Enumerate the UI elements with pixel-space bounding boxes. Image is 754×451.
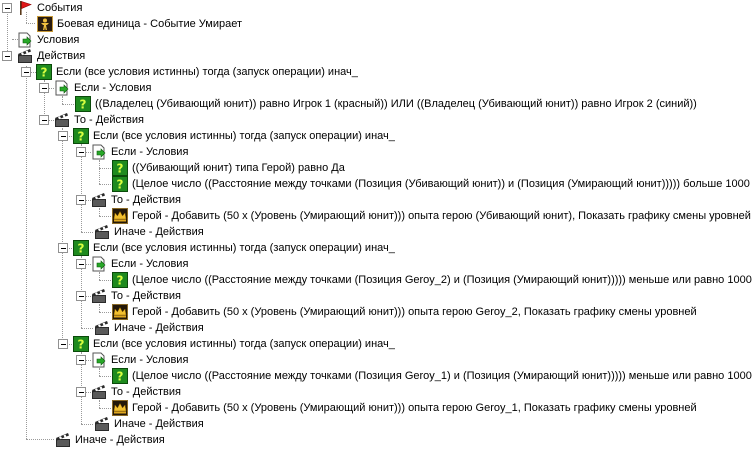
- clapperboard-icon: [91, 288, 107, 304]
- clapperboard-icon: [17, 48, 33, 64]
- question-icon: [75, 96, 91, 112]
- tree-node-label: Если (все условия истинны) тогда (запуск операции) инач_: [93, 130, 395, 142]
- clapperboard-icon: [94, 320, 110, 336]
- svg-text:?: ?: [77, 129, 85, 144]
- tree-node-label: Условия: [37, 34, 80, 46]
- conditions-icon: [91, 256, 107, 272]
- tree-node-label: Иначе - Действия: [114, 226, 204, 238]
- tree-node-label: Иначе - Действия: [75, 434, 165, 446]
- svg-text:?: ?: [116, 161, 124, 176]
- collapse-toggle[interactable]: [39, 115, 49, 125]
- hero-crown-icon: [112, 304, 128, 320]
- tree-node-label: События: [37, 2, 83, 14]
- collapse-toggle[interactable]: [39, 83, 49, 93]
- flag-icon: [17, 0, 33, 16]
- question-icon: [73, 336, 89, 352]
- collapse-toggle[interactable]: [76, 195, 86, 205]
- conditions-icon: [17, 32, 33, 48]
- tree-node-label: Если (все условия истинны) тогда (запуск операции) инач_: [93, 242, 395, 254]
- tree-node-label: (Целое число ((Расстояние между точками (Позиция (Убивающий юнит)) и (Позиция (Умирающий юнит))))) больше 1000: [132, 178, 750, 190]
- question-icon: [73, 128, 89, 144]
- tree-node-label: То - Действия: [74, 114, 144, 126]
- clapperboard-icon: [55, 432, 71, 448]
- collapse-toggle[interactable]: [2, 51, 12, 61]
- tree-node-label: Иначе - Действия: [114, 418, 204, 430]
- conditions-icon: [91, 352, 107, 368]
- question-icon: [36, 64, 52, 80]
- svg-text:?: ?: [116, 369, 124, 384]
- tree-node-label: Если - Условия: [111, 146, 189, 158]
- svg-text:?: ?: [116, 177, 124, 192]
- tree-node-label: Действия: [37, 50, 86, 62]
- clapperboard-icon: [54, 112, 70, 128]
- collapse-toggle[interactable]: [58, 243, 68, 253]
- svg-text:?: ?: [79, 97, 87, 112]
- collapse-toggle[interactable]: [58, 131, 68, 141]
- collapse-toggle[interactable]: [76, 291, 86, 301]
- question-icon: [112, 368, 128, 384]
- tree-node-label: Если - Условия: [74, 82, 152, 94]
- conditions-icon: [54, 80, 70, 96]
- collapse-toggle[interactable]: [2, 3, 12, 13]
- tree-node-label: ((Убивающий юнит) типа Герой) равно Да: [132, 162, 345, 174]
- question-icon: [112, 272, 128, 288]
- tree-node-label: Герой - Добавить (50 x (Уровень (Умирающий юнит))) опыта герою Geroy_2, Показать графику смены уровней: [132, 306, 697, 318]
- tree-node-label: Иначе - Действия: [114, 322, 204, 334]
- unit-event-icon: [37, 16, 53, 32]
- svg-text:?: ?: [77, 241, 85, 256]
- collapse-toggle[interactable]: [76, 147, 86, 157]
- tree-node-label: Герой - Добавить (50 x (Уровень (Умирающий юнит))) опыта герою (Убивающий юнит), Показать графику смены уровней: [132, 210, 751, 222]
- tree-node-label: (Целое число ((Расстояние между точками (Позиция Geroy_1) и (Позиция (Умирающий юнит))))) меньше или равно 1000: [132, 370, 752, 382]
- clapperboard-icon: [91, 384, 107, 400]
- hero-crown-icon: [112, 400, 128, 416]
- tree-node-label: Если (все условия истинны) тогда (запуск операции) инач_: [56, 66, 358, 78]
- collapse-toggle[interactable]: [58, 339, 68, 349]
- svg-text:?: ?: [77, 337, 85, 352]
- svg-text:?: ?: [40, 65, 48, 80]
- tree-node-label: То - Действия: [111, 290, 181, 302]
- clapperboard-icon: [94, 224, 110, 240]
- tree-node-label: (Целое число ((Расстояние между точками (Позиция Geroy_2) и (Позиция (Умирающий юнит))))) меньше или равно 1000: [132, 274, 752, 286]
- question-icon: [73, 240, 89, 256]
- question-icon: [112, 176, 128, 192]
- tree-node-label: То - Действия: [111, 386, 181, 398]
- question-icon: [112, 160, 128, 176]
- collapse-toggle[interactable]: [76, 259, 86, 269]
- collapse-toggle[interactable]: [21, 67, 31, 77]
- tree-node-label: Боевая единица - Событие Умирает: [57, 18, 243, 30]
- svg-text:?: ?: [116, 273, 124, 288]
- clapperboard-icon: [91, 192, 107, 208]
- clapperboard-icon: [94, 416, 110, 432]
- tree-node-label: Если - Условия: [111, 258, 189, 270]
- collapse-toggle[interactable]: [76, 355, 86, 365]
- tree-node-label: Если (все условия истинны) тогда (запуск операции) инач_: [93, 338, 395, 350]
- conditions-icon: [91, 144, 107, 160]
- tree-node-label: Герой - Добавить (50 x (Уровень (Умирающий юнит))) опыта герою Geroy_1, Показать графику смены уровней: [132, 402, 697, 414]
- hero-crown-icon: [112, 208, 128, 224]
- tree-node-label: Если - Условия: [111, 354, 189, 366]
- collapse-toggle[interactable]: [76, 387, 86, 397]
- tree-node-if-1-else[interactable]: [0, 431, 754, 449]
- tree-node-label: То - Действия: [111, 194, 181, 206]
- tree-node-label: ((Владелец (Убивающий юнит)) равно Игрок 1 (красный)) ИЛИ ((Владелец (Убивающий юнит)) равно Игрок 2 (синий)): [95, 98, 697, 110]
